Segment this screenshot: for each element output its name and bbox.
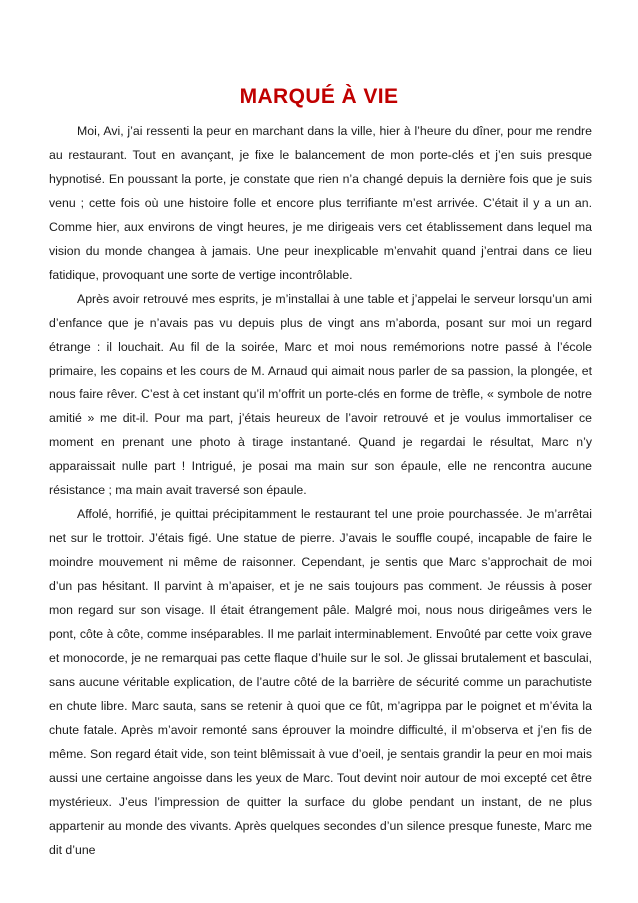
paragraph: Après avoir retrouvé mes esprits, je m’installai à une table et j’appelai le serveur lorsqu’un ami d’enfance que je n’avais pas vu depuis plus de vingt ans m’aborda, posant sur moi un regard étrange : il louchait. Au fil de la soirée, Marc et moi nous remémorions notre passé à l’école primaire, les copains et les cours de M. Arnaud qui aimait nous parler de sa passion, la plongée, et nous faire rêver. C’est à cet instant qu’il m’offrit un porte-clés en forme de trèfle, « symbole de notre amitié » me dit-il. Pour ma part, j’étais heureux de l’avoir retrouvé et je voulus immortaliser ce moment en prenant une photo à tirage instantané. Quand je regardai le résultat, Marc n’y apparaissait nulle part ! Intrigué, je posai ma main sur son épaule, elle ne rencontra aucune résistance ; ma main avait traversé son épaule. (49, 291, 592, 498)
document-title: MARQUÉ À VIE (239, 85, 399, 108)
paragraph: Moi, Avi, j’ai ressenti la peur en marchant dans la ville, hier à l’heure du dîner, pour me rendre au restaurant. Tout en avançant, je fixe le balancement de mon porte-clés et j’en suis presque hypnotisé. En poussant la porte, je constate que rien n’a changé depuis la dernière fois que je suis venu ; cette fois où une histoire folle et encore plus terrifiante m’est arrivée. C’était il y a un an. Comme hier, aux environs de vingt heures, je me dirigeais vers cet établissement dans lequel ma vision du monde changea à jamais. Une peur inexplicable m’envahit quand j’entrai dans ce lieu fatidique, provoquant une sorte de vertige incontrôlable. (49, 124, 592, 282)
paragraph: Affolé, horrifié, je quittai précipitamment le restaurant tel une proie pourchassée. Je m’arrêtai net sur le trottoir. J’étais figé. Une statue de pierre. J’avais le souffle coupé, incapable de faire le moindre mouvement ni même de raisonner. Cependant, je sentis que Marc s’approchait de moi d’un pas hésitant. Il parvint à m’apaiser, et je ne sais toujours pas comment. Je réussis à poser mon regard sur son visage. Il était étrangement pâle. Malgré moi, nous nous dirigeâmes vers le pont, côte à côte, comme inséparables. Il me parlait interminablement. Envoûté par cette voix grave et monocorde, je ne remarquai pas cette flaque d’huile sur le sol. Je glissai brutalement et basculai, sans aucune véritable explication, de l’autre côté de la barrière de sécurité comme un parachutiste en chute libre. Marc sauta, sans se retenir à quoi que ce fût, m’agrippa par le poignet et m’évita la chute fatale. Après m’avoir remonté sans éprouver la moindre difficulté, il m’observa et j’en fis de même. Son regard était vide, son teint blêmissait à vue d’oeil, je sentais grandir la peur en moi mais aussi une certaine angoisse dans les yeux de Marc. Tout devint noir autour de moi excepté cet être mystérieux. J’eus l’impression de quitter la surface du globe pendant un instant, de ne plus appartenir au monde des vivants. Après quelques secondes d’un silence presque funeste, Marc me dit d’une (49, 507, 592, 857)
document-body (49, 120, 592, 863)
